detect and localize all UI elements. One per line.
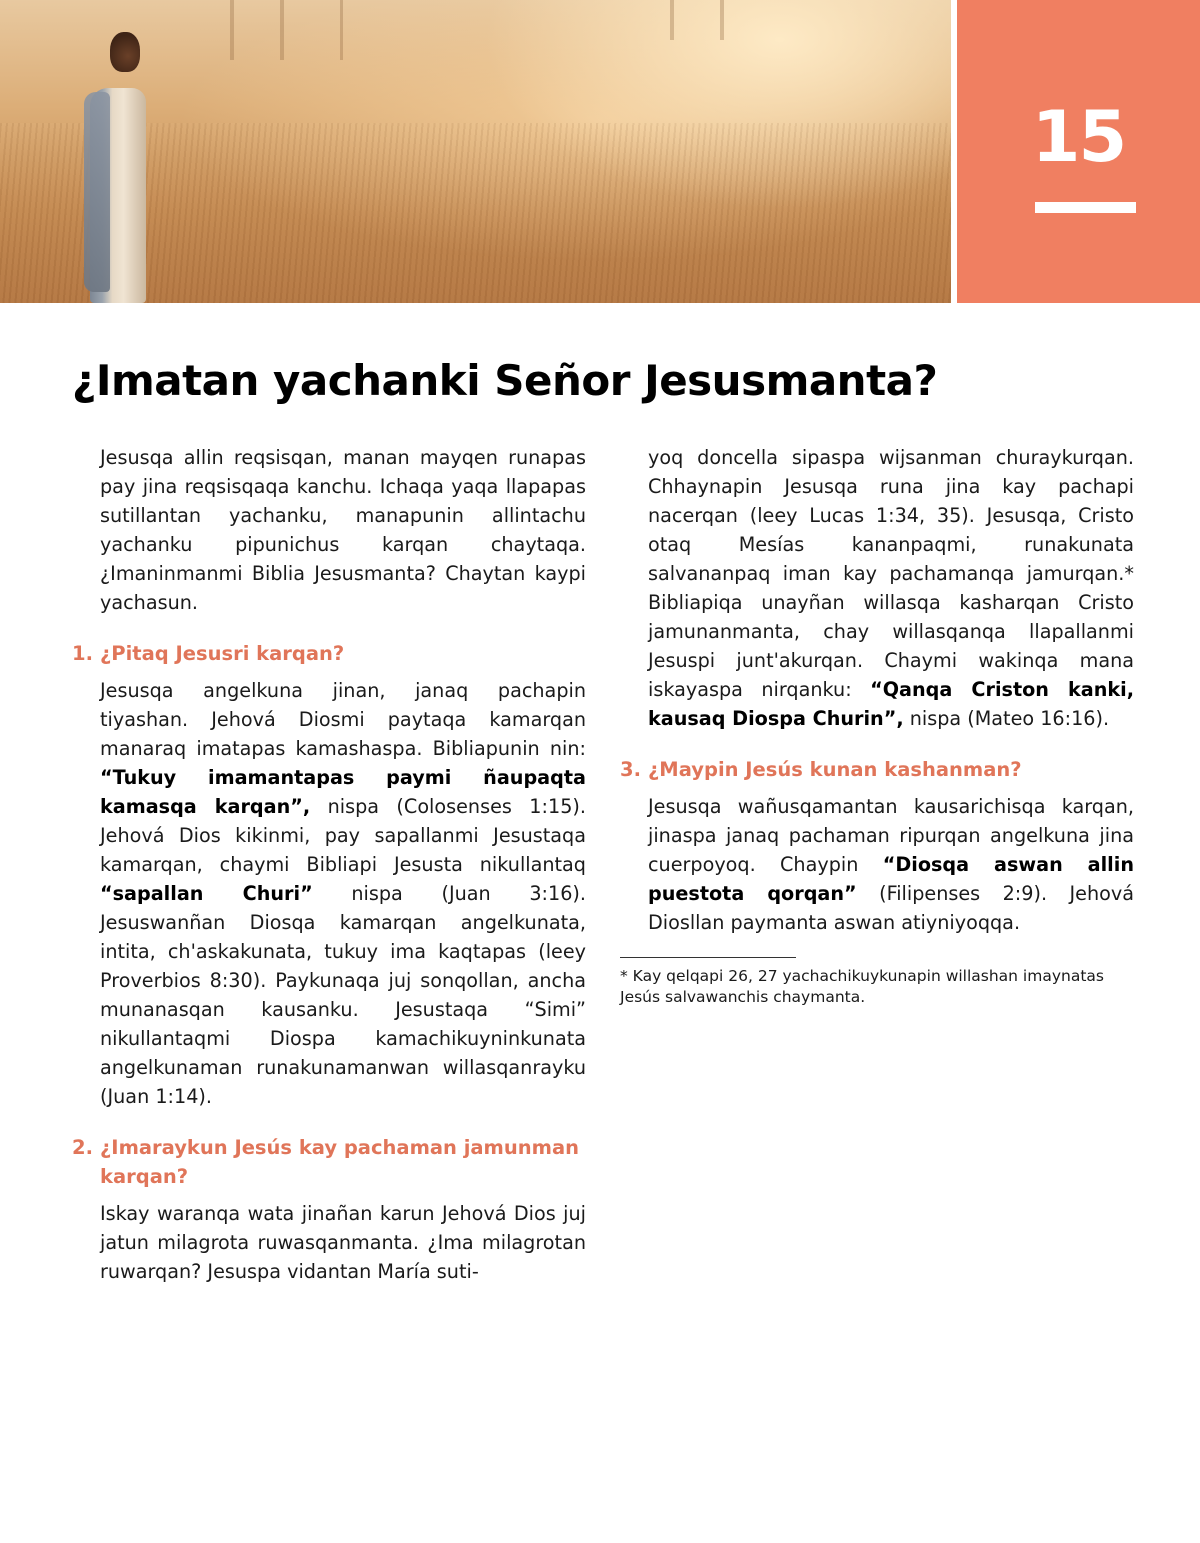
walking-man-figure: [76, 32, 156, 303]
section-3-paragraph: [648, 792, 1134, 937]
header-photo: [0, 0, 951, 303]
bold-quote: “Qanqa Criston kanki, kausaq Diospa Churin”,: [648, 678, 1134, 730]
text-run: (Filipenses 2:9). Jehová Diosllan paymanta aswan atiyniyoqqa.: [648, 882, 1134, 934]
bold-quote: “sapallan Churi”: [100, 882, 313, 905]
section-2-paragraph-continued: [648, 443, 1134, 733]
section-heading-3: [620, 755, 1134, 784]
shawl: [84, 92, 110, 292]
chapter-number: 15: [1031, 96, 1126, 178]
tree-trunk: [340, 0, 343, 60]
tree-trunk: [230, 0, 234, 60]
page-title: ¿Imatan yachanki Señor Jesusmanta?: [72, 356, 938, 405]
section-2-paragraph: [100, 1199, 586, 1286]
tree-trunk: [670, 0, 674, 40]
right-column: [620, 443, 1134, 1008]
intro-paragraph: Jesusqa allin reqsisqan, manan mayqen runapas pay jina reqsisqaqa kanchu. Ichaqa yaqa llapapas sutillantan yachanku, manapunin allintachu yachanku pipunichus karqan chaytaqa. ¿Imaninmanmi Biblia Jesusmanta? Chaytan kaypi yachasun.: [100, 446, 586, 614]
head: [110, 32, 140, 72]
section-question: ¿Imaraykun Jesús kay pachaman jamunman karqan?: [100, 1136, 579, 1188]
section-number: 3.: [620, 758, 641, 781]
footnote: * Kay qelqapi 26, 27 yachachikuykunapin willashan imaynatas Jesús salvawanchis chaymanta.: [620, 967, 1104, 1006]
left-column: [72, 443, 586, 1286]
text-run: Jesusqa angelkuna jinan, janaq pachapin tiyashan. Jehová Diosmi paytaqa kamarqan manaraq imatapas kamashaspa. Bibliapunin nin:: [100, 679, 586, 760]
tree-trunk: [280, 0, 284, 60]
text-run: nispa (Mateo 16:16).: [903, 707, 1110, 730]
section-1-paragraph: [100, 676, 586, 1111]
tree-trunk: [720, 0, 724, 40]
footnote-divider: [620, 957, 796, 958]
text-run: yoq doncella sipaspa wijsanman churaykurqan. Chhaynapin Jesusqa runa jina kay pachapi nacerqan (leey Lucas 1:34, 35). Jesusqa, Cristo otaq Mesías kananpaqmi, runakunata salvananpaq iman kay pachamanqa jamurqan.* Bibliapiqa unayñan willasqa kasharqan Cristo jamunanmanta, chay willasqanqa llapallanmi Jesuspi junt'akurqan. Chaymi wakinqa mana iskayaspa nirqanku:: [648, 446, 1134, 701]
text-run: nispa (Colosenses 1:15). Jehová Dios kikinmi, pay sapallanmi Jesustaqa kamarqan, chaymi Bibliapi Jesusta nikullantaq: [100, 795, 586, 876]
chapter-underline: [1035, 202, 1136, 213]
section-heading-1: [72, 639, 586, 668]
section-number: 1.: [72, 642, 93, 665]
text-run: Jesusqa wañusqamantan kausarichisqa karqan, jinaspa janaq pachaman ripurqan angelkuna jina cuerpoyoq. Chaypin: [648, 795, 1134, 876]
text-run: Iskay waranqa wata jinañan karun Jehová Dios juj jatun milagrota ruwasqanmanta. ¿Ima milagrotan ruwarqan? Jesuspa vidantan María suti-: [100, 1202, 586, 1283]
section-question: ¿Pitaq Jesusri karqan?: [100, 642, 345, 665]
chapter-number-panel: [957, 0, 1200, 303]
text-run: nispa (Juan 3:16). Jesuswanñan Diosqa kamarqan angelkunata, intita, ch'askakunata, tukuy ima kaqtapas (leey Proverbios 8:30). Paykunaqa juj sonqollan, ancha munanasqan kausanku. Jesustaqa “Simi” nikullantaqmi Diospa kamachikuyninkunata angelkunaman runakunamanwan willasqanrayku (Juan 1:14).: [100, 882, 587, 1108]
section-heading-2: [72, 1133, 586, 1191]
section-number: 2.: [72, 1136, 93, 1159]
bold-quote: “Diosqa aswan allin puestota qorqan”: [648, 853, 1134, 905]
bold-quote: “Tukuy imamantapas paymi ñaupaqta kamasqa karqan”,: [100, 766, 586, 818]
section-question: ¿Maypin Jesús kunan kashanman?: [648, 758, 1022, 781]
